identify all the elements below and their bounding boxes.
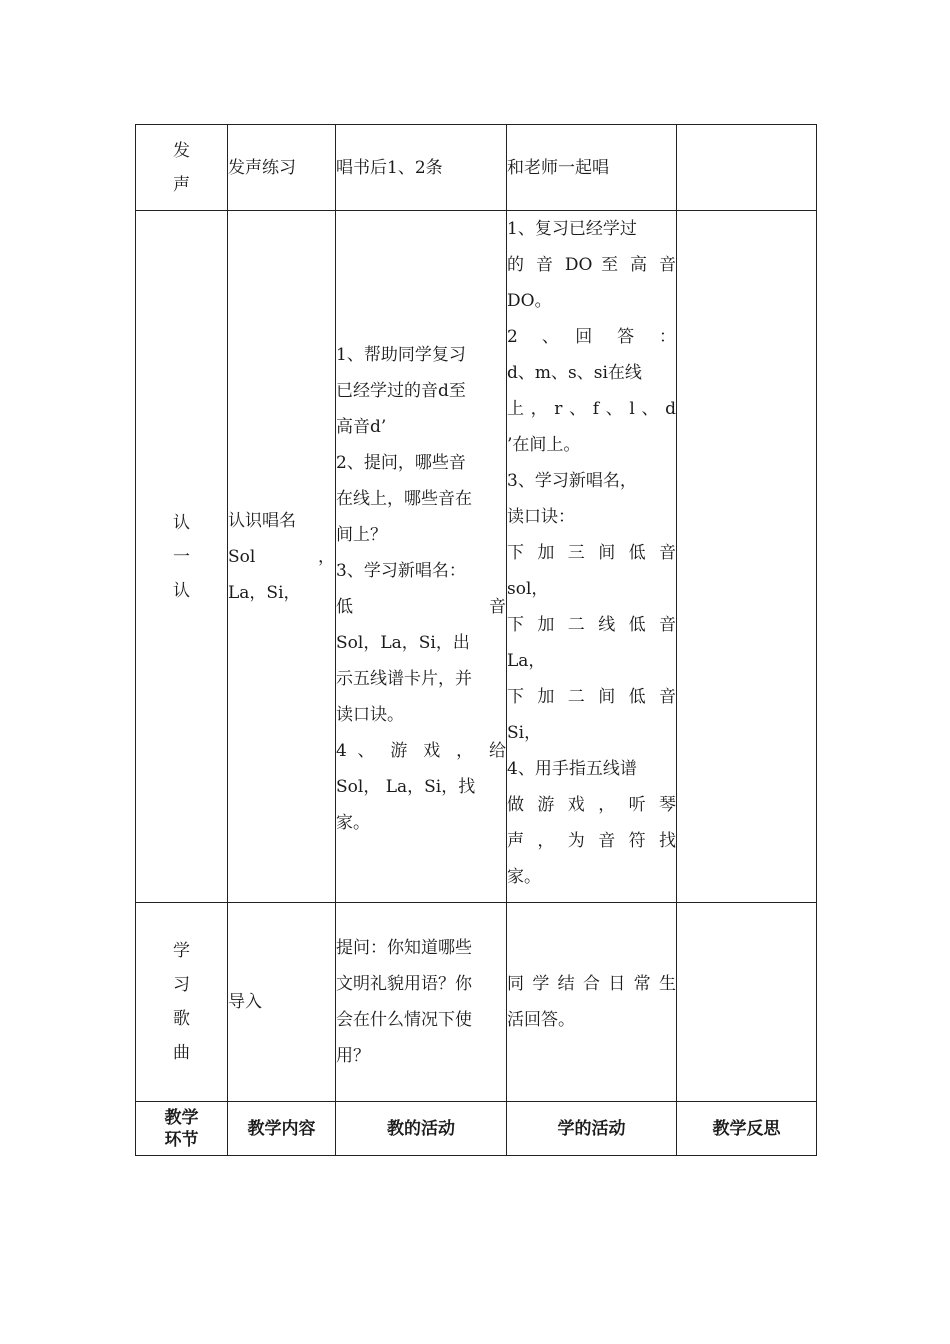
content-cell: 导入 — [228, 903, 336, 1102]
lesson-plan-table — [135, 124, 817, 1156]
header-student-activity: 学的活动 — [507, 1102, 677, 1156]
header-teacher-activity: 教的活动 — [336, 1102, 507, 1156]
content-cell: 发声练习 — [228, 125, 336, 211]
reflection-cell — [677, 903, 817, 1102]
stage-cell: 学 习 歌 曲 — [136, 903, 228, 1102]
teacher-activity-cell: 提问：你知道哪些 文明礼貌用语？你 会在什么情况下使 用？ — [336, 903, 507, 1102]
student-activity-cell: 1、复习已经学过 的 音 DO 至 高 音 DO。 2 、 回 答 ： d、m、s、si在线 上，r、f、l、d ’在间上。 3、学习新唱名， 读口诀： 下 加 三 间 低 音 sol， 下 加 二 线 低 音 La， 下 加 二 间 低 音 Si， 4、用手指五线谱 做 游 戏 ， 听 琴 声 ， 为 音 符 找 家。 — [507, 211, 677, 903]
content-cell: 认识唱名 Sol ， La，Si， — [228, 211, 336, 903]
stage-cell: 认 一 认 — [136, 211, 228, 903]
header-reflection: 教学反思 — [677, 1102, 817, 1156]
teacher-activity-cell: 唱书后1、2条 — [336, 125, 507, 211]
reflection-cell — [677, 211, 817, 903]
teacher-activity-cell: 1、帮助同学复习 已经学过的音d至 高音d’ 2、提问，哪些音 在线上，哪些音在 间上？ 3、学习新唱名： 低 音 Sol，La，Si，出 示五线谱卡片，并 读口诀。 4 、 游 戏 ， 给 Sol， La，Si，找 家。 — [336, 211, 507, 903]
student-activity-cell: 和老师一起唱 — [507, 125, 677, 211]
student-activity-cell: 同学结合日常生 活回答。 — [507, 903, 677, 1102]
table-row — [136, 211, 817, 903]
header-content: 教学内容 — [228, 1102, 336, 1156]
stage-cell: 发 声 — [136, 125, 228, 211]
table-row — [136, 903, 817, 1102]
table-row — [136, 125, 817, 211]
header-stage: 教学 环节 — [136, 1102, 228, 1156]
reflection-cell — [677, 125, 817, 211]
table-header-row — [136, 1102, 817, 1156]
